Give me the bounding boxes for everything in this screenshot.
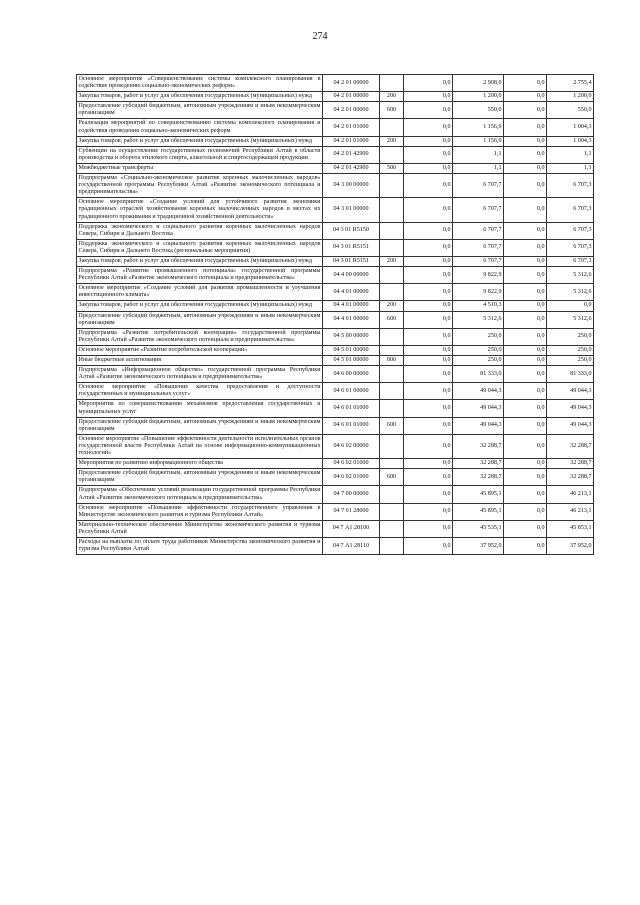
- target-article-code-cell: 04 2 01 01000: [323, 119, 380, 136]
- amount-cell-4: 32 288,7: [547, 469, 594, 486]
- table-row: [77, 174, 594, 198]
- expense-type-cell: 200: [380, 256, 404, 266]
- amount-cell-2: 1 200,0: [453, 92, 504, 102]
- table-row: [77, 92, 594, 102]
- amount-cell-1: 0,0: [404, 301, 453, 311]
- expense-name-cell: Поддержка экономического и социального развития коренных малочисленных народов Севера, Сибири и Дальнего Востока (региональные мероприятия): [77, 239, 323, 256]
- expense-name-cell: Предоставление субсидий бюджетным, автономным учреждениям и иным некоммерческим организациям: [77, 469, 323, 486]
- table-row: [77, 520, 594, 537]
- amount-cell-2: 32 288,7: [453, 469, 504, 486]
- amount-cell-3: 0,0: [504, 434, 547, 458]
- amount-cell-1: 0,0: [404, 102, 453, 119]
- amount-cell-1: 0,0: [404, 146, 453, 163]
- amount-cell-4: 0,0: [547, 301, 594, 311]
- amount-cell-1: 0,0: [404, 328, 453, 345]
- table-row: [77, 136, 594, 146]
- amount-cell-3: 0,0: [504, 328, 547, 345]
- amount-cell-1: 0,0: [404, 119, 453, 136]
- amount-cell-3: 0,0: [504, 174, 547, 198]
- expense-name-cell: Подпрограмма «Социально-экономическое развитие коренных малочисленных народов» государственной программы Республики Алтай «Развитие экономического потенциала и предпринимательства»: [77, 174, 323, 198]
- amount-cell-3: 0,0: [504, 92, 547, 102]
- expense-name-cell: Субвенции на осуществление государственных полномочий Республики Алтай в области производства и оборота этилового спирта, алкогольной и спиртосодержащей продукции: [77, 146, 323, 163]
- expense-type-cell: 600: [380, 417, 404, 434]
- amount-cell-2: 550,0: [453, 102, 504, 119]
- table-row: [77, 503, 594, 520]
- amount-cell-4: 5 312,6: [547, 284, 594, 301]
- target-article-code-cell: 04 5 00 00000: [323, 328, 380, 345]
- amount-cell-4: 49 044,3: [547, 383, 594, 400]
- expense-name-cell: Основное мероприятие «Повышение эффективности государственного управления в Министерстве экономического развития и туризма Республики Алтай»: [77, 503, 323, 520]
- table-row: [77, 400, 594, 417]
- amount-cell-4: 49 044,3: [547, 417, 594, 434]
- table-row: [77, 146, 594, 163]
- table-row: [77, 417, 594, 434]
- table-row: [77, 75, 594, 92]
- table-row: [77, 222, 594, 239]
- amount-cell-2: 4 510,3: [453, 301, 504, 311]
- amount-cell-1: 0,0: [404, 383, 453, 400]
- amount-cell-4: 1 004,3: [547, 119, 594, 136]
- expense-type-cell: [380, 345, 404, 355]
- amount-cell-3: 0,0: [504, 239, 547, 256]
- expense-name-cell: Основное мероприятие «Создание условий для устойчивого развития экономики традиционных отраслей хозяйствования коренных малочисленных народов в местах их традиционного проживания и традиционной хозяйственной деятельности»: [77, 198, 323, 222]
- table-row: [77, 434, 594, 458]
- expense-type-cell: [380, 434, 404, 458]
- amount-cell-1: 0,0: [404, 222, 453, 239]
- expense-name-cell: Основное мероприятие «Создание условий для развития промышленности и улучшения инвестиционного климата»: [77, 284, 323, 301]
- amount-cell-4: 1 200,0: [547, 92, 594, 102]
- amount-cell-2: 250,0: [453, 356, 504, 366]
- target-article-code-cell: 04 4 00 00000: [323, 267, 380, 284]
- amount-cell-2: 37 952,0: [453, 537, 504, 554]
- amount-cell-3: 0,0: [504, 356, 547, 366]
- amount-cell-3: 0,0: [504, 119, 547, 136]
- expense-name-cell: Расходы на выплаты по оплате труда работников Министерства экономического развития и туризма Республики Алтай: [77, 537, 323, 554]
- target-article-code-cell: 04 4 01 00000: [323, 301, 380, 311]
- amount-cell-3: 0,0: [504, 198, 547, 222]
- amount-cell-2: 49 044,3: [453, 383, 504, 400]
- amount-cell-1: 0,0: [404, 434, 453, 458]
- target-article-code-cell: 04 4 01 00000: [323, 311, 380, 328]
- expense-type-cell: [380, 366, 404, 383]
- expense-name-cell: Мероприятия по совершенствованию механизмов предоставления государственных и муниципальных услуг: [77, 400, 323, 417]
- expense-type-cell: 500: [380, 163, 404, 173]
- amount-cell-3: 0,0: [504, 469, 547, 486]
- expense-type-cell: 600: [380, 469, 404, 486]
- table-row: [77, 459, 594, 469]
- amount-cell-3: 0,0: [504, 284, 547, 301]
- target-article-code-cell: 04 6 02 00000: [323, 434, 380, 458]
- amount-cell-3: 0,0: [504, 163, 547, 173]
- amount-cell-1: 0,0: [404, 459, 453, 469]
- expense-type-cell: [380, 400, 404, 417]
- expense-type-cell: 600: [380, 102, 404, 119]
- amount-cell-4: 250,0: [547, 356, 594, 366]
- expense-type-cell: [380, 174, 404, 198]
- table-row: [77, 537, 594, 554]
- amount-cell-4: 6 707,3: [547, 174, 594, 198]
- table-row: [77, 239, 594, 256]
- expense-type-cell: [380, 459, 404, 469]
- expense-name-cell: Поддержка экономического и социального развития коренных малочисленных народов Севера, Сибири и Дальнего Востока: [77, 222, 323, 239]
- target-article-code-cell: 04 6 01 00000: [323, 383, 380, 400]
- amount-cell-1: 0,0: [404, 92, 453, 102]
- expense-type-cell: [380, 267, 404, 284]
- amount-cell-2: 6 707,7: [453, 174, 504, 198]
- amount-cell-4: 1,1: [547, 146, 594, 163]
- amount-cell-4: 6 707,3: [547, 256, 594, 266]
- table-row: [77, 284, 594, 301]
- amount-cell-1: 0,0: [404, 239, 453, 256]
- expense-type-cell: [380, 383, 404, 400]
- amount-cell-1: 0,0: [404, 356, 453, 366]
- amount-cell-4: 1 004,3: [547, 136, 594, 146]
- expense-name-cell: Основное мероприятие «Развитие потребительской кооперации»: [77, 345, 323, 355]
- amount-cell-3: 0,0: [504, 267, 547, 284]
- table-row: [77, 383, 594, 400]
- expense-name-cell: Основное мероприятие «Повышение качества предоставления и доступности государственных и муниципальных услуг»: [77, 383, 323, 400]
- amount-cell-1: 0,0: [404, 267, 453, 284]
- page-number: 274: [312, 31, 328, 42]
- amount-cell-3: 0,0: [504, 146, 547, 163]
- amount-cell-2: 2 908,0: [453, 75, 504, 92]
- expense-type-cell: 800: [380, 356, 404, 366]
- table-row: [77, 102, 594, 119]
- amount-cell-3: 0,0: [504, 520, 547, 537]
- amount-cell-1: 0,0: [404, 174, 453, 198]
- amount-cell-1: 0,0: [404, 75, 453, 92]
- table-row: [77, 163, 594, 173]
- table-row: [77, 356, 594, 366]
- amount-cell-4: 6 707,3: [547, 222, 594, 239]
- amount-cell-2: 6 707,7: [453, 256, 504, 266]
- expense-type-cell: [380, 239, 404, 256]
- target-article-code-cell: 04 2 01 00000: [323, 75, 380, 92]
- amount-cell-1: 0,0: [404, 503, 453, 520]
- amount-cell-4: 46 213,1: [547, 503, 594, 520]
- amount-cell-3: 0,0: [504, 459, 547, 469]
- expense-name-cell: Основное мероприятие «Повышение эффективности деятельности исполнительных органов государственной власти Республики Алтай на основе информационно-коммуникационных технологий»: [77, 434, 323, 458]
- amount-cell-4: 1,1: [547, 163, 594, 173]
- table-row: [77, 469, 594, 486]
- target-article-code-cell: 04 7 А1 28100: [323, 520, 380, 537]
- amount-cell-1: 0,0: [404, 520, 453, 537]
- amount-cell-2: 45 895,1: [453, 503, 504, 520]
- amount-cell-1: 0,0: [404, 537, 453, 554]
- target-article-code-cell: 04 4 01 00000: [323, 284, 380, 301]
- target-article-code-cell: 04 3 01 R5150: [323, 222, 380, 239]
- amount-cell-4: 5 312,6: [547, 267, 594, 284]
- amount-cell-3: 0,0: [504, 301, 547, 311]
- amount-cell-1: 0,0: [404, 486, 453, 503]
- target-article-code-cell: 04 3 01 R5151: [323, 256, 380, 266]
- table-row: [77, 119, 594, 136]
- amount-cell-3: 0,0: [504, 136, 547, 146]
- amount-cell-1: 0,0: [404, 198, 453, 222]
- amount-cell-2: 45 535,1: [453, 520, 504, 537]
- target-article-code-cell: 04 3 00 00000: [323, 174, 380, 198]
- amount-cell-4: 32 288,7: [547, 434, 594, 458]
- amount-cell-2: 49 044,3: [453, 400, 504, 417]
- target-article-code-cell: 04 2 01 42900: [323, 163, 380, 173]
- expense-name-cell: Подпрограмма «Информационное общество» государственной программы Республики Алтай «Развитие экономического потенциала и предпринимательства»: [77, 366, 323, 383]
- amount-cell-3: 0,0: [504, 537, 547, 554]
- target-article-code-cell: 04 6 02 01000: [323, 469, 380, 486]
- expense-name-cell: Подпрограмма «Развитие потребительской кооперации» государственной программы Республики Алтай «Развитие экономического потенциала и предпринимательства»: [77, 328, 323, 345]
- target-article-code-cell: 04 3 01 R5151: [323, 239, 380, 256]
- amount-cell-3: 0,0: [504, 102, 547, 119]
- target-article-code-cell: 04 7 00 00000: [323, 486, 380, 503]
- amount-cell-4: 250,0: [547, 345, 594, 355]
- expense-name-cell: Закупка товаров, работ и услуг для обеспечения государственных (муниципальных) нужд: [77, 301, 323, 311]
- expense-type-cell: [380, 486, 404, 503]
- amount-cell-2: 1,1: [453, 163, 504, 173]
- amount-cell-4: 46 213,1: [547, 486, 594, 503]
- amount-cell-2: 5 312,6: [453, 311, 504, 328]
- expense-name-cell: Иные бюджетные ассигнования: [77, 356, 323, 366]
- amount-cell-1: 0,0: [404, 469, 453, 486]
- amount-cell-3: 0,0: [504, 311, 547, 328]
- amount-cell-3: 0,0: [504, 417, 547, 434]
- target-article-code-cell: 04 2 01 00000: [323, 102, 380, 119]
- expense-type-cell: [380, 284, 404, 301]
- amount-cell-2: 250,0: [453, 328, 504, 345]
- amount-cell-4: 250,0: [547, 328, 594, 345]
- target-article-code-cell: 04 2 01 00000: [323, 92, 380, 102]
- amount-cell-4: 6 707,3: [547, 198, 594, 222]
- amount-cell-3: 0,0: [504, 222, 547, 239]
- expense-name-cell: Предоставление субсидий бюджетным, автономным учреждениям и иным некоммерческим организациям: [77, 417, 323, 434]
- amount-cell-3: 0,0: [504, 486, 547, 503]
- expense-name-cell: Межбюджетные трансферты: [77, 163, 323, 173]
- amount-cell-2: 9 822,9: [453, 267, 504, 284]
- table-row: [77, 256, 594, 266]
- expense-name-cell: Подпрограмма «Развитие промышленного потенциала» государственной программы Республики Алтай «Развитие экономического потенциала и предпринимательства»: [77, 267, 323, 284]
- target-article-code-cell: 04 6 02 01000: [323, 459, 380, 469]
- amount-cell-2: 6 707,7: [453, 222, 504, 239]
- amount-cell-2: 6 707,7: [453, 239, 504, 256]
- expense-type-cell: [380, 503, 404, 520]
- amount-cell-4: 37 952,0: [547, 537, 594, 554]
- expense-type-cell: [380, 119, 404, 136]
- amount-cell-2: 49 044,3: [453, 417, 504, 434]
- expense-name-cell: Закупка товаров, работ и услуг для обеспечения государственных (муниципальных) нужд: [77, 256, 323, 266]
- target-article-code-cell: 04 7 А1 28110: [323, 537, 380, 554]
- amount-cell-4: 2 755,4: [547, 75, 594, 92]
- expense-type-cell: [380, 328, 404, 345]
- target-article-code-cell: 04 5 01 00000: [323, 345, 380, 355]
- expense-type-cell: [380, 537, 404, 554]
- amount-cell-1: 0,0: [404, 163, 453, 173]
- expense-name-cell: Реализация мероприятий по совершенствованию системы комплексного планирования и содействия проведения социально-экономических реформ: [77, 119, 323, 136]
- expense-type-cell: [380, 198, 404, 222]
- amount-cell-1: 0,0: [404, 417, 453, 434]
- target-article-code-cell: 04 6 01 01000: [323, 417, 380, 434]
- table-body: [77, 75, 594, 555]
- amount-cell-1: 0,0: [404, 284, 453, 301]
- expense-type-cell: [380, 222, 404, 239]
- amount-cell-2: 1 156,9: [453, 119, 504, 136]
- amount-cell-2: 32 288,7: [453, 459, 504, 469]
- target-article-code-cell: 04 6 00 00000: [323, 366, 380, 383]
- expense-name-cell: Предоставление субсидий бюджетным, автономным учреждениям и иным некоммерческим организациям: [77, 311, 323, 328]
- expense-name-cell: Материально-техническое обеспечение Министерства экономического развития и туризма Республики Алтай: [77, 520, 323, 537]
- amount-cell-2: 250,0: [453, 345, 504, 355]
- table-row: [77, 486, 594, 503]
- target-article-code-cell: 04 5 01 00000: [323, 356, 380, 366]
- amount-cell-3: 0,0: [504, 503, 547, 520]
- amount-cell-3: 0,0: [504, 366, 547, 383]
- amount-cell-3: 0,0: [504, 345, 547, 355]
- table-row: [77, 366, 594, 383]
- amount-cell-1: 0,0: [404, 345, 453, 355]
- amount-cell-4: 550,0: [547, 102, 594, 119]
- amount-cell-4: 32 288,7: [547, 459, 594, 469]
- expense-name-cell: Подпрограмма «Обеспечение условий реализации государственной программы Республики Алтай «Развитие экономического потенциала и предпринимательства»: [77, 486, 323, 503]
- amount-cell-1: 0,0: [404, 136, 453, 146]
- expense-name-cell: Предоставление субсидий бюджетным, автономным учреждениям и иным некоммерческим организациям: [77, 102, 323, 119]
- amount-cell-4: 6 707,3: [547, 239, 594, 256]
- table-row: [77, 198, 594, 222]
- target-article-code-cell: 04 2 01 42900: [323, 146, 380, 163]
- amount-cell-3: 0,0: [504, 75, 547, 92]
- budget-table: [76, 74, 594, 555]
- amount-cell-4: 81 333,0: [547, 366, 594, 383]
- amount-cell-3: 0,0: [504, 383, 547, 400]
- expense-name-cell: Закупка товаров, работ и услуг для обеспечения государственных (муниципальных) нужд: [77, 92, 323, 102]
- expense-type-cell: [380, 520, 404, 537]
- target-article-code-cell: 04 6 01 01000: [323, 400, 380, 417]
- amount-cell-4: 45 853,1: [547, 520, 594, 537]
- target-article-code-cell: 04 3 01 00000: [323, 198, 380, 222]
- expense-name-cell: Закупка товаров, работ и услуг для обеспечения государственных (муниципальных) нужд: [77, 136, 323, 146]
- amount-cell-4: 5 312,6: [547, 311, 594, 328]
- table-row: [77, 328, 594, 345]
- target-article-code-cell: 04 2 01 01000: [323, 136, 380, 146]
- amount-cell-2: 81 333,0: [453, 366, 504, 383]
- expense-name-cell: Основное мероприятие «Совершенствование системы комплексного планирования в содействие проведению социально-экономических реформ»: [77, 75, 323, 92]
- expense-name-cell: Мероприятия по развитию информационного общества: [77, 459, 323, 469]
- amount-cell-2: 32 288,7: [453, 434, 504, 458]
- amount-cell-4: 49 044,3: [547, 400, 594, 417]
- amount-cell-1: 0,0: [404, 311, 453, 328]
- table-row: [77, 345, 594, 355]
- expense-type-cell: [380, 146, 404, 163]
- expense-type-cell: 200: [380, 301, 404, 311]
- amount-cell-3: 0,0: [504, 256, 547, 266]
- expense-type-cell: 600: [380, 311, 404, 328]
- amount-cell-1: 0,0: [404, 400, 453, 417]
- expense-type-cell: 200: [380, 92, 404, 102]
- table-row: [77, 301, 594, 311]
- table-row: [77, 311, 594, 328]
- amount-cell-3: 0,0: [504, 400, 547, 417]
- amount-cell-2: 1,1: [453, 146, 504, 163]
- expense-type-cell: [380, 75, 404, 92]
- amount-cell-2: 9 822,9: [453, 284, 504, 301]
- amount-cell-2: 45 895,1: [453, 486, 504, 503]
- amount-cell-1: 0,0: [404, 366, 453, 383]
- amount-cell-1: 0,0: [404, 256, 453, 266]
- amount-cell-2: 6 707,7: [453, 198, 504, 222]
- expense-type-cell: 200: [380, 136, 404, 146]
- amount-cell-2: 1 156,9: [453, 136, 504, 146]
- target-article-code-cell: 04 7 01 28000: [323, 503, 380, 520]
- table-row: [77, 267, 594, 284]
